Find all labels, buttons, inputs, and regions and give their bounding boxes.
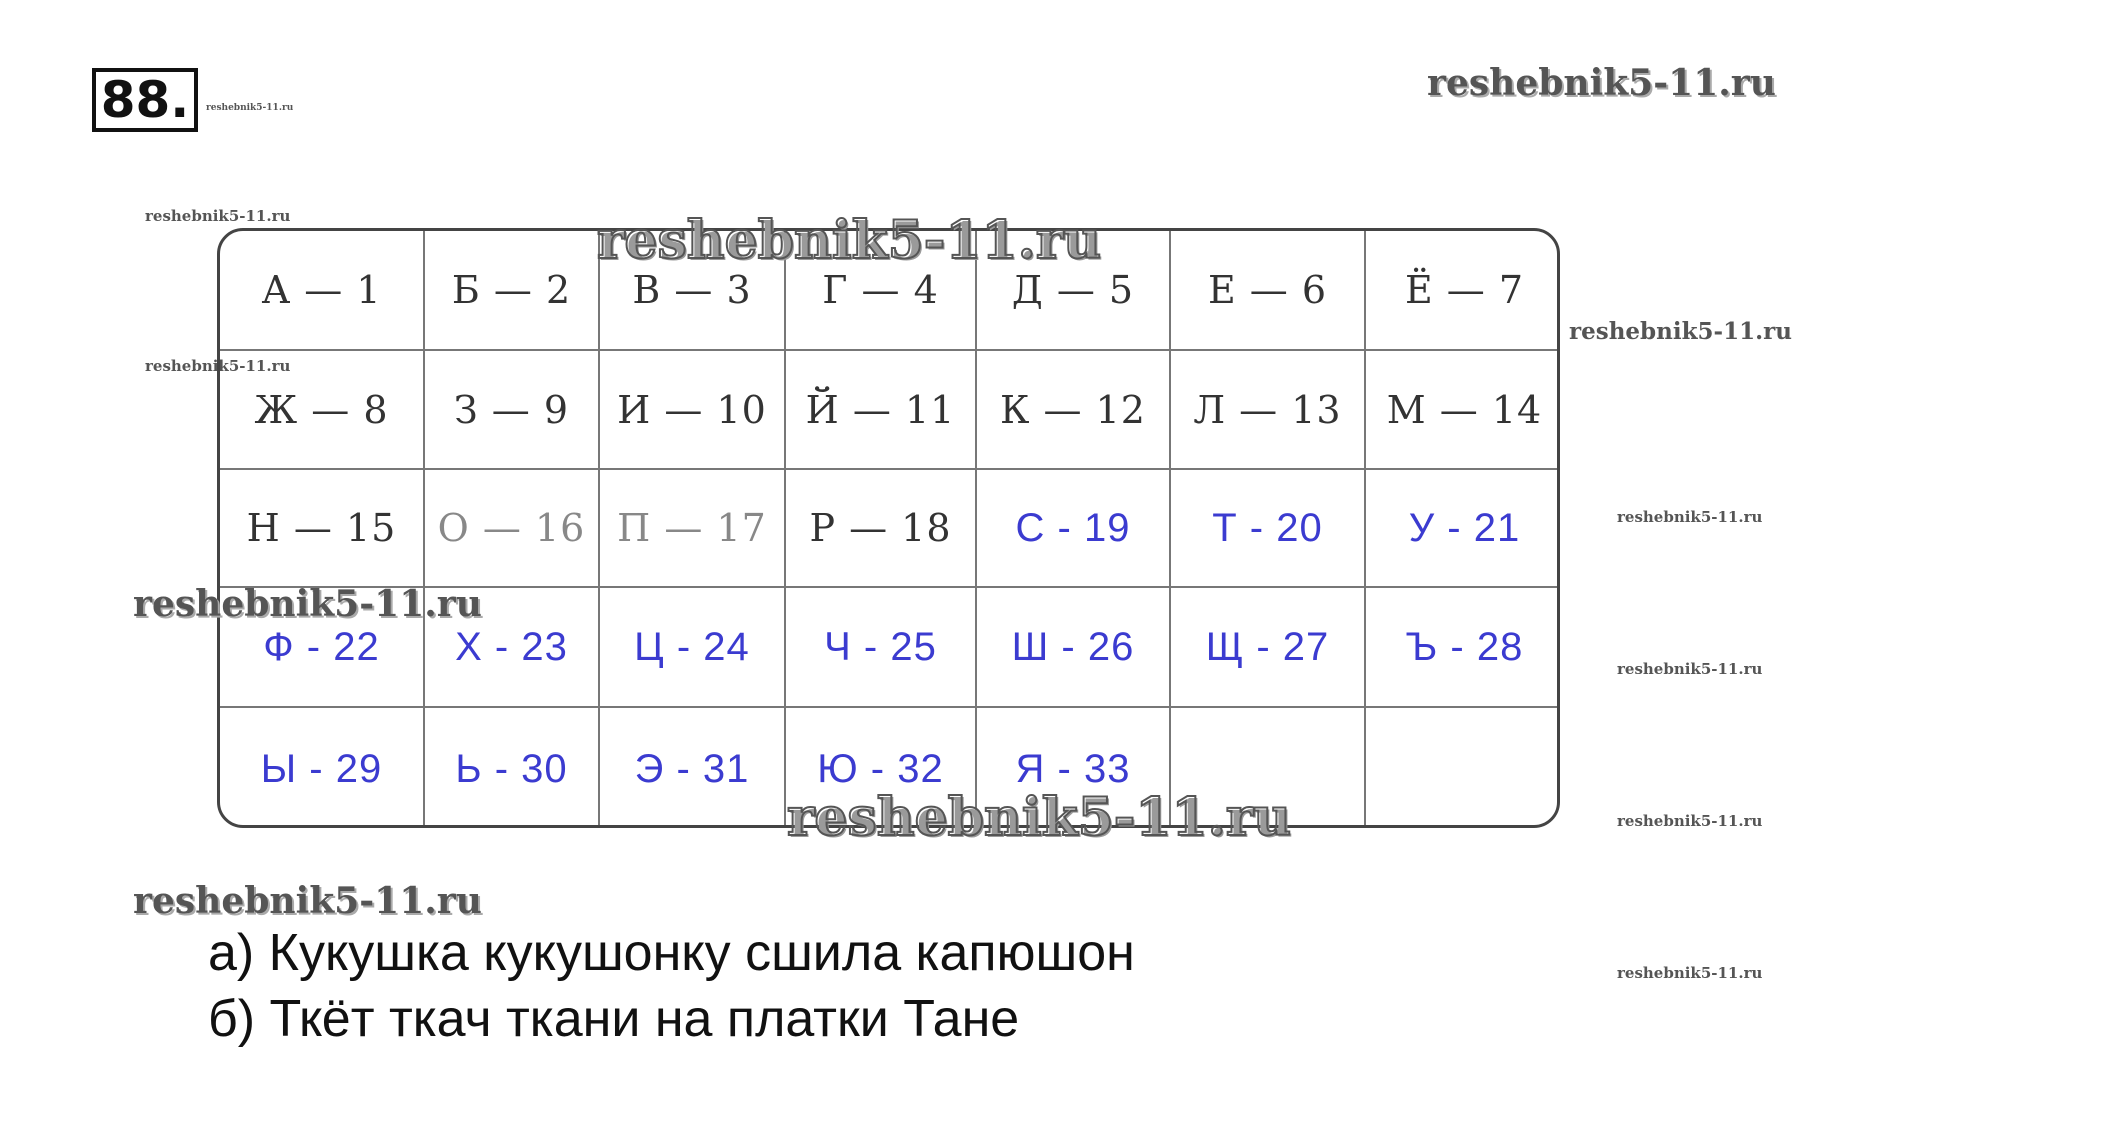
- watermark: reshebnik5-11.ru: [1617, 508, 1763, 526]
- table-cell: [1366, 708, 1560, 828]
- table-cell: В — 3: [600, 231, 786, 351]
- table-cell: М — 14: [1366, 351, 1560, 470]
- table-cell: Ц - 24: [600, 588, 786, 708]
- table-cell: Л — 13: [1171, 351, 1366, 470]
- table-cell: П — 17: [600, 470, 786, 588]
- watermark: reshebnik5-11.ru: [787, 787, 1292, 848]
- table-cell: О — 16: [425, 470, 600, 588]
- table-cell: Ф - 22: [220, 588, 425, 708]
- table-cell: Х - 23: [425, 588, 600, 708]
- watermark: reshebnik5-11.ru: [133, 583, 482, 625]
- table-cell: А — 1: [220, 231, 425, 351]
- watermark: reshebnik5-11.ru: [1617, 964, 1763, 982]
- alphabet-table: [217, 228, 1560, 828]
- watermark: reshebnik5-11.ru: [133, 880, 482, 922]
- table-cell: Ъ - 28: [1366, 588, 1560, 708]
- table-cell: З — 9: [425, 351, 600, 470]
- table-cell: Ё — 7: [1366, 231, 1560, 351]
- watermark: reshebnik5-11.ru: [145, 207, 291, 225]
- watermark: reshebnik5-11.ru: [1427, 62, 1776, 104]
- table-cell: Ш - 26: [977, 588, 1171, 708]
- table-cell: Е — 6: [1171, 231, 1366, 351]
- alphabet-grid: [220, 231, 1557, 825]
- table-cell: Й — 11: [786, 351, 977, 470]
- watermark: reshebnik5-11.ru: [1569, 318, 1792, 345]
- table-cell: Щ - 27: [1171, 588, 1366, 708]
- table-cell: С - 19: [977, 470, 1171, 588]
- task-number: 88.: [92, 68, 198, 132]
- table-cell: Я - 33: [977, 708, 1171, 828]
- table-cell: Д — 5: [977, 231, 1171, 351]
- table-cell: Г — 4: [786, 231, 977, 351]
- answers: [208, 920, 1135, 1052]
- watermark: reshebnik5-11.ru: [597, 210, 1102, 271]
- watermark: reshebnik5-11.ru: [145, 357, 291, 375]
- table-cell: У - 21: [1366, 470, 1560, 588]
- table-cell: Ч - 25: [786, 588, 977, 708]
- table-cell: Н — 15: [220, 470, 425, 588]
- table-cell: Ы - 29: [220, 708, 425, 828]
- table-cell: К — 12: [977, 351, 1171, 470]
- table-cell: Ж — 8: [220, 351, 425, 470]
- answer-b: б) Ткёт ткач ткани на платки Тане: [208, 990, 1020, 1048]
- watermark: reshebnik5-11.ru: [1617, 812, 1763, 830]
- table-cell: Б — 2: [425, 231, 600, 351]
- table-cell: Э - 31: [600, 708, 786, 828]
- table-cell: Ю - 32: [786, 708, 977, 828]
- watermark: reshebnik5-11.ru: [1617, 660, 1763, 678]
- watermark: reshebnik5-11.ru: [206, 103, 294, 113]
- table-cell: И — 10: [600, 351, 786, 470]
- answer-a: а) Кукушка кукушонку сшила капюшон: [208, 924, 1135, 982]
- table-cell: Р — 18: [786, 470, 977, 588]
- table-cell: Т - 20: [1171, 470, 1366, 588]
- table-cell: Ь - 30: [425, 708, 600, 828]
